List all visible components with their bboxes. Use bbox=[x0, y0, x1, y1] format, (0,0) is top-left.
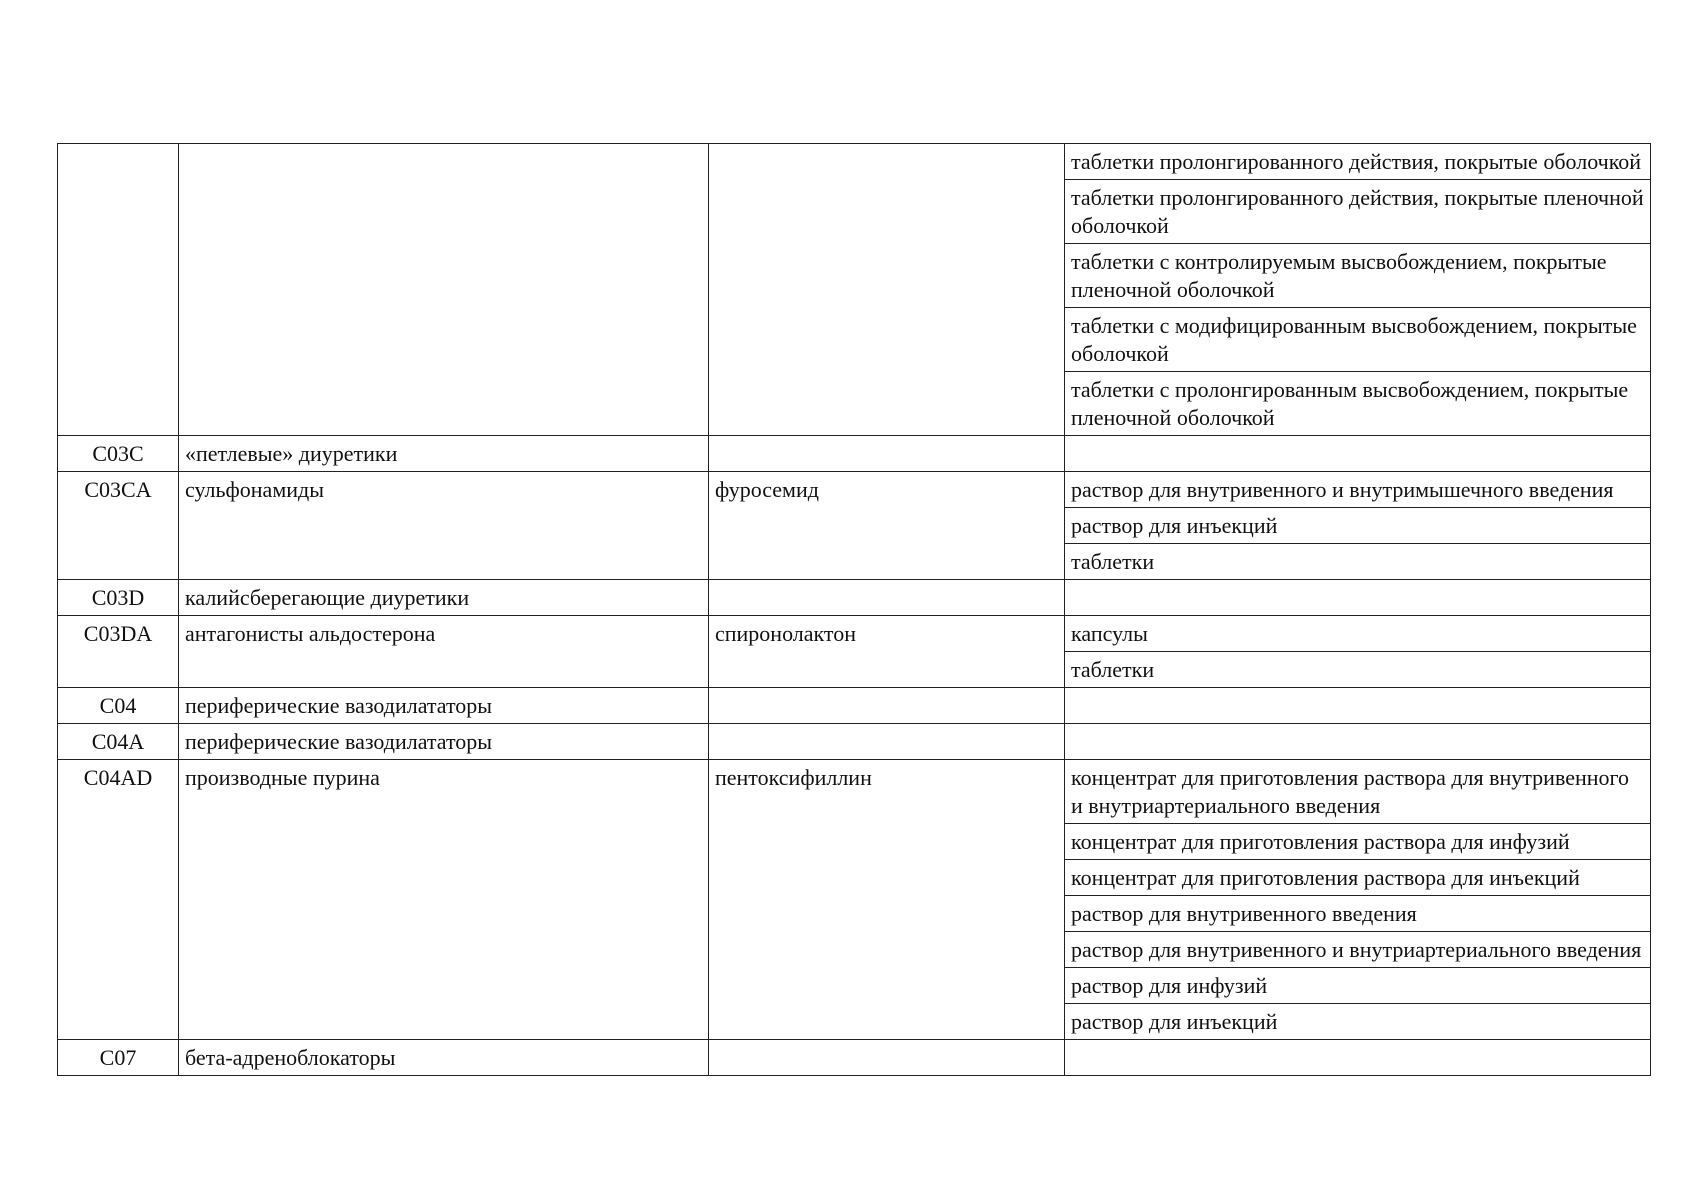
atc-code-cell: C03C bbox=[58, 436, 179, 472]
atc-code-cell: C04A bbox=[58, 724, 179, 760]
dosage-form-cell: раствор для внутривенного и внутриартериального введения bbox=[1065, 932, 1651, 968]
table-row bbox=[58, 688, 1651, 724]
group-name-cell bbox=[179, 144, 709, 436]
dosage-form-cell: таблетки с пролонгированным высвобождением, покрытые пленочной оболочкой bbox=[1065, 372, 1651, 436]
substance-cell bbox=[709, 724, 1065, 760]
group-name-cell: периферические вазодилататоры bbox=[179, 688, 709, 724]
table-body bbox=[58, 144, 1651, 1076]
substance-cell bbox=[709, 144, 1065, 436]
dosage-form-cell: таблетки bbox=[1065, 652, 1651, 688]
dosage-form-cell: таблетки пролонгированного действия, покрытые оболочкой bbox=[1065, 144, 1651, 180]
table-row bbox=[58, 1040, 1651, 1076]
table-row bbox=[58, 144, 1651, 180]
table-row bbox=[58, 436, 1651, 472]
group-name-cell: производные пурина bbox=[179, 760, 709, 1040]
table-row bbox=[58, 472, 1651, 508]
dosage-form-cell bbox=[1065, 688, 1651, 724]
group-name-cell: калийсберегающие диуретики bbox=[179, 580, 709, 616]
atc-code-cell: C03D bbox=[58, 580, 179, 616]
atc-code-cell: C03CA bbox=[58, 472, 179, 580]
substance-cell: спиронолактон bbox=[709, 616, 1065, 688]
atc-code-cell: C04AD bbox=[58, 760, 179, 1040]
substance-cell: фуросемид bbox=[709, 472, 1065, 580]
dosage-form-cell: раствор для инфузий bbox=[1065, 968, 1651, 1004]
dosage-form-cell bbox=[1065, 1040, 1651, 1076]
dosage-form-cell: раствор для внутривенного и внутримышечного введения bbox=[1065, 472, 1651, 508]
atc-code-cell: C04 bbox=[58, 688, 179, 724]
table-row bbox=[58, 724, 1651, 760]
dosage-form-cell: таблетки bbox=[1065, 544, 1651, 580]
table-row bbox=[58, 760, 1651, 824]
atc-code-cell bbox=[58, 144, 179, 436]
dosage-form-cell: таблетки с модифицированным высвобождением, покрытые оболочкой bbox=[1065, 308, 1651, 372]
dosage-form-cell: таблетки с контролируемым высвобождением, покрытые пленочной оболочкой bbox=[1065, 244, 1651, 308]
table-row bbox=[58, 580, 1651, 616]
substance-cell bbox=[709, 1040, 1065, 1076]
group-name-cell: сульфонамиды bbox=[179, 472, 709, 580]
atc-code-cell: C07 bbox=[58, 1040, 179, 1076]
table-row bbox=[58, 616, 1651, 652]
atc-code-cell: C03DA bbox=[58, 616, 179, 688]
dosage-form-cell bbox=[1065, 436, 1651, 472]
substance-cell bbox=[709, 688, 1065, 724]
dosage-form-cell: капсулы bbox=[1065, 616, 1651, 652]
dosage-form-cell: концентрат для приготовления раствора для инъекций bbox=[1065, 860, 1651, 896]
substance-cell bbox=[709, 580, 1065, 616]
dosage-form-cell bbox=[1065, 580, 1651, 616]
dosage-form-cell: концентрат для приготовления раствора для инфузий bbox=[1065, 824, 1651, 860]
dosage-form-cell: таблетки пролонгированного действия, покрытые пленочной оболочкой bbox=[1065, 180, 1651, 244]
group-name-cell: антагонисты альдостерона bbox=[179, 616, 709, 688]
drug-table bbox=[57, 143, 1651, 1076]
dosage-form-cell: раствор для инъекций bbox=[1065, 508, 1651, 544]
group-name-cell: бета-адреноблокаторы bbox=[179, 1040, 709, 1076]
group-name-cell: «петлевые» диуретики bbox=[179, 436, 709, 472]
dosage-form-cell: концентрат для приготовления раствора для внутривенного и внутриартериального введения bbox=[1065, 760, 1651, 824]
dosage-form-cell: раствор для инъекций bbox=[1065, 1004, 1651, 1040]
substance-cell: пентоксифиллин bbox=[709, 760, 1065, 1040]
group-name-cell: периферические вазодилататоры bbox=[179, 724, 709, 760]
substance-cell bbox=[709, 436, 1065, 472]
dosage-form-cell: раствор для внутривенного введения bbox=[1065, 896, 1651, 932]
dosage-form-cell bbox=[1065, 724, 1651, 760]
